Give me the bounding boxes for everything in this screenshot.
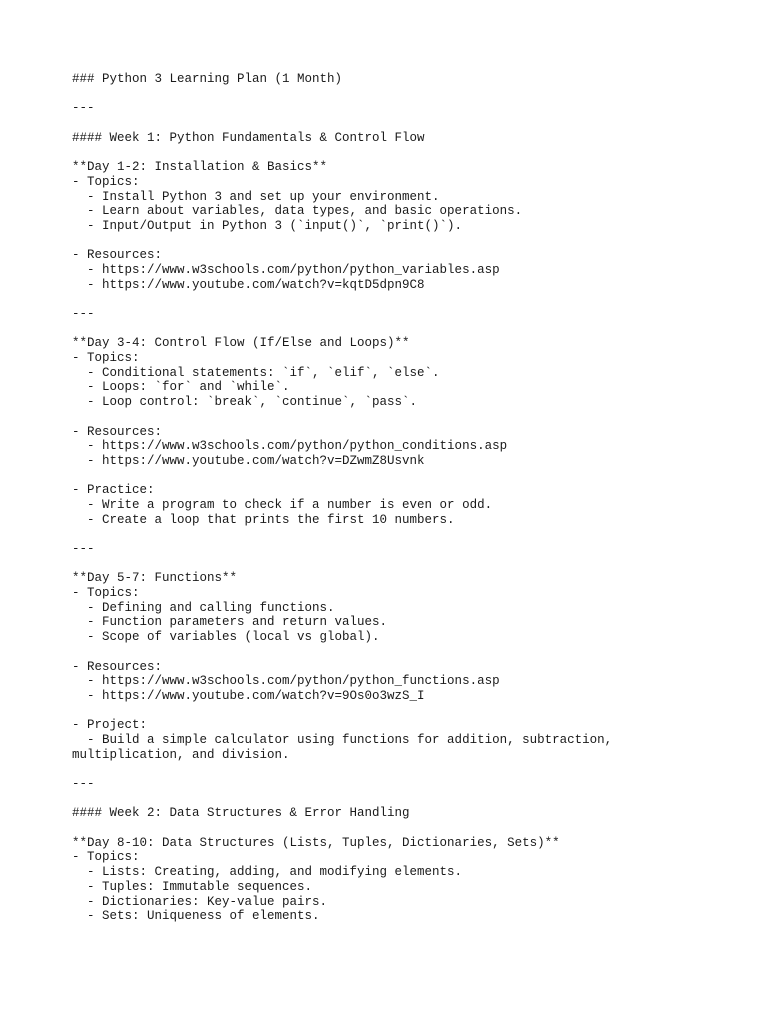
list-item: - https://www.w3schools.com/python/python_variables.asp [72, 262, 500, 277]
week-heading: #### Week 2: Data Structures & Error Handling [72, 806, 410, 821]
list-item: - https://www.youtube.com/watch?v=DZwmZ8Usvnk [72, 453, 425, 468]
section-label: - Topics: [72, 174, 140, 189]
list-item: - Lists: Creating, adding, and modifying elements. [72, 865, 463, 880]
list-item: - Learn about variables, data types, and basic operations. [72, 204, 523, 219]
blank-line [72, 792, 728, 807]
list-item: - Input/Output in Python 3 (`input()`, `print()`). [72, 218, 463, 233]
list-item: - Tuples: Immutable sequences. [72, 879, 313, 894]
list-item: - https://www.youtube.com/watch?v=kqtD5dpn9C8 [72, 277, 425, 292]
section-label: - Resources: [72, 424, 163, 439]
list-item: - Install Python 3 and set up your environment. [72, 189, 440, 204]
section-label: - Topics: [72, 586, 140, 601]
list-item: - https://www.w3schools.com/python/python_functions.asp [72, 674, 500, 689]
document-title: ### Python 3 Learning Plan (1 Month) [72, 72, 343, 86]
blank-line [72, 821, 728, 836]
list-item: - Loops: `for` and `while`. [72, 380, 290, 395]
blank-line [72, 292, 728, 307]
blank-line [72, 87, 728, 102]
divider-line: --- [72, 542, 95, 556]
divider-line: --- [72, 777, 95, 791]
blank-line [72, 527, 728, 542]
list-item: - Conditional statements: `if`, `elif`, `else`. [72, 365, 440, 380]
blank-line [72, 762, 728, 777]
list-item: - https://www.youtube.com/watch?v=9Os0o3wzS_I [72, 688, 425, 703]
list-item: - Loop control: `break`, `continue`, `pass`. [72, 395, 418, 410]
list-item: - Function parameters and return values. [72, 615, 388, 630]
blank-line [72, 410, 728, 425]
list-item: - Create a loop that prints the first 10 numbers. [72, 512, 455, 527]
blank-line [72, 116, 728, 131]
list-item: - Scope of variables (local vs global). [72, 630, 380, 645]
list-item: - Build a simple calculator using functions for addition, subtraction, [72, 732, 613, 747]
blank-line [72, 145, 728, 160]
section-label: - Project: [72, 718, 148, 733]
list-item: - Dictionaries: Key-value pairs. [72, 894, 328, 909]
day-heading: **Day 3-4: Control Flow (If/Else and Loops)** [72, 336, 410, 351]
blank-line [72, 234, 728, 249]
section-label: - Practice: [72, 483, 155, 498]
blank-line [72, 322, 728, 337]
section-label: - Resources: [72, 248, 163, 263]
day-heading: **Day 1-2: Installation & Basics** [72, 160, 328, 175]
divider-line: --- [72, 307, 95, 321]
list-item: - Write a program to check if a number is even or odd. [72, 497, 493, 512]
section-label: - Topics: [72, 850, 140, 865]
blank-line [72, 645, 728, 660]
list-item: - Sets: Uniqueness of elements. [72, 909, 320, 924]
week-heading: #### Week 1: Python Fundamentals & Control Flow [72, 130, 425, 145]
blank-line [72, 557, 728, 572]
divider-line: --- [72, 101, 95, 116]
list-item: - https://www.w3schools.com/python/python_conditions.asp [72, 439, 508, 454]
day-heading: **Day 8-10: Data Structures (Lists, Tuples, Dictionaries, Sets)** [72, 835, 560, 850]
text-line: multiplication, and division. [72, 747, 290, 762]
section-label: - Topics: [72, 351, 140, 366]
section-label: - Resources: [72, 659, 163, 674]
blank-line [72, 704, 728, 719]
list-item: - Defining and calling functions. [72, 600, 335, 615]
day-heading: **Day 5-7: Functions** [72, 571, 238, 586]
blank-line [72, 469, 728, 484]
